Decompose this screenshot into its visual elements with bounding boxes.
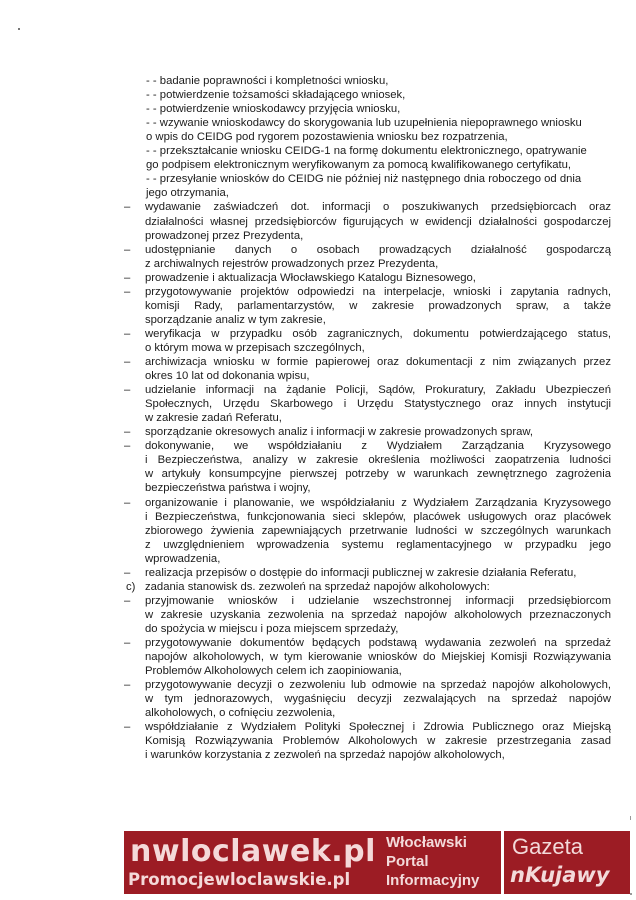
banner-divider (501, 831, 504, 894)
brand-logo-nwloclawek[interactable]: nwloclawek.pl (130, 834, 376, 869)
bullet-dash: – (124, 426, 131, 439)
list-item-line: okres 10 lat od dokonania wpisu, (145, 370, 310, 383)
bullet-dash: – (124, 356, 131, 368)
list-item-line: prowadzonej przez Prezydenta, (145, 229, 304, 242)
sub-item-line: - - badanie poprawności i kompletności wniosku, (146, 75, 389, 87)
list-item-line: przyjmowanie wniosków i udzielanie wszechstronnej informacji przedsiębiorcom (145, 594, 611, 607)
sub-item-line: - - potwierdzenie tożsamości składającego wniosek, (146, 89, 406, 102)
scan-speck (18, 28, 20, 30)
section-c-label: c) (126, 580, 136, 593)
list-item-line: Problemów Alkoholowych celem ich zaopiniowania, (145, 665, 402, 678)
sub-item-line: - - wzywanie wnioskodawcy do skorygowania lub uzupełnienia niepoprawnego wniosku (146, 117, 582, 130)
bullet-dash: – (124, 721, 131, 734)
list-item-line: w zakresie zadań Referatu, (145, 412, 282, 425)
list-item-line: i warunków korzystania z zezwoleń na sprzedaż napojów alkoholowych, (145, 749, 505, 762)
bullet-dash: – (124, 384, 131, 397)
list-item-line: i Bezpieczeństwa, funkcjonowania sieci sklepów, placówek usługowych oraz placówek (145, 510, 611, 523)
portal-caption (386, 833, 498, 890)
list-item-line: z archiwalnych rejestrów prowadzonych przez Prezydenta, (145, 257, 439, 270)
list-item-line: zbiorowego żywienia zapewniających przetrwanie ludności w szczególnych warunkach (145, 524, 611, 537)
list-item-line: wprowadzenia, (145, 552, 221, 565)
list-item-line: realizacja przepisów o dostępie do informacji publicznej w zakresie działania Referatu, (145, 566, 577, 579)
list-item-line: alkoholowych, o cofnięciu zezwolenia, (145, 707, 336, 720)
scan-edge-mark (630, 816, 631, 820)
gazeta-label[interactable]: Gazeta (512, 834, 583, 859)
bullet-dash: – (124, 594, 131, 607)
list-item-line: przygotowywanie dokumentów będących podstawą wydawania zezwoleń na sprzedaż (145, 637, 611, 649)
list-item-line: w artykuły konsumpcyjne pierwszej potrzeby w warunkach zewnętrznego zagrożenia (145, 468, 611, 481)
list-item-line: przygotowywanie decyzji o zezwoleniu lub odmowie na sprzedaż napojów alkoholowych, (145, 679, 611, 692)
list-item-line: przygotowywanie projektów odpowiedzi na interpelacje, wnioski i zapytania radnych, (145, 285, 611, 298)
bullet-dash: – (124, 440, 131, 453)
brand-logo-promocje[interactable]: Promocjewloclawskie.pl (128, 870, 351, 889)
list-item-line: udostępnianie danych o osobach prowadzących działalność gospodarczą (145, 243, 611, 256)
bullet-dash: – (124, 285, 131, 298)
sub-item-line: o wpis do CEIDG pod rygorem pozostawienia wniosku bez rozpatrzenia, (146, 131, 508, 144)
list-item-line: Społecznych, Urzędu Skarbowego i Urzędu Statystycznego oraz innych instytucji (145, 398, 611, 411)
list-item-line: i Bezpieczeństwa, analizy w zakresie określenia możliwości zaopatrzenia ludności (145, 454, 611, 467)
bullet-dash: – (124, 327, 131, 340)
list-item-line: prowadzenie i aktualizacja Włocławskiego Katalogu Biznesowego, (145, 271, 476, 284)
list-item-line: współdziałanie z Wydziałem Polityki Społecznej i Zdrowia Publicznego oraz Miejską (145, 721, 611, 734)
bullet-dash: – (124, 201, 131, 214)
sub-item-line: - - przesyłanie wniosków do CEIDG nie później niż następnego dnia roboczego od dnia (146, 173, 582, 186)
section-c-heading: zadania stanowisk ds. zezwoleń na sprzedaż napojów alkoholowych: (145, 580, 490, 593)
list-item-line: dokonywanie, we współdziałaniu z Wydziałem Zarządzania Kryzysowego (145, 440, 611, 453)
sub-item-line: go podpisem elektronicznym weryfikowanym za pomocą kwalifikowanego certyfikatu, (146, 159, 572, 172)
nkujawy-logo[interactable]: nKujawy (510, 863, 610, 887)
list-item-line: w zakresie uzyskania zezwolenia na sprzedaż napojów alkoholowych przeznaczonych (145, 608, 611, 621)
list-item-line: sporządzanie okresowych analiz i informacji w zakresie prowadzonych spraw, (145, 426, 534, 439)
list-item-line: komisji Rady, parlamentarzystów, w zakresie prowadzonych spraw, a także (145, 299, 611, 312)
list-item-line: o którym mowa w przepisach szczególnych, (145, 341, 365, 354)
bullet-dash: – (124, 243, 131, 256)
portal-line: Informacyjny (386, 872, 480, 889)
sub-item-line: - - potwierdzenie wnioskodawcy przyjęcia wniosku, (146, 103, 401, 116)
bullet-dash: – (124, 637, 131, 649)
list-item-line: działalności własnej przedsiębiorców figurujących w ewidencji działalności gospodarczej (145, 215, 611, 228)
bullet-dash: – (124, 496, 131, 509)
sub-item-line: - - przekształcanie wniosku CEIDG-1 na formę dokumentu elektronicznego, opatrywanie (146, 145, 587, 158)
list-item-line: z uwzględnieniem wprowadzenia systemu reglamentacyjnego w przypadku jego (145, 538, 611, 551)
list-item-line: sporządzanie analiz w tym zakresie, (145, 313, 326, 326)
list-item-line: udzielanie informacji na żądanie Policji, Sądów, Prokuratury, Zakładu Ubezpieczeń (145, 384, 611, 397)
list-item-line: weryfikacja w przypadku osób zagranicznych, dokumentu potwierdzającego status, (145, 327, 611, 340)
list-item-line: bezpieczeństwa państwa i wojny, (145, 482, 311, 495)
bullet-dash: – (124, 566, 131, 579)
portal-line: Włocławski (386, 834, 467, 851)
footer-banner[interactable] (124, 831, 630, 894)
scan-edge-speck (630, 893, 632, 895)
list-item-line: archiwizacja wniosku w formie papierowej oraz dokumentacji z nim związanych przez (145, 356, 611, 368)
list-item-line: napojów alkoholowych, w tym kierowanie wniosków do Miejskiej Komisji Rozwiązywania (145, 651, 611, 664)
sub-item-line: jego otrzymania, (146, 187, 229, 200)
bullet-dash: – (124, 271, 131, 284)
list-item-line: organizowanie i planowanie, we współdziałaniu z Wydziałem Zarządzania Kryzysowego (145, 496, 611, 509)
list-item-line: Komisją Rozwiązywania Problemów Alkoholowych w zakresie przestrzegania zasad (145, 735, 611, 748)
list-item-line: wydawanie zaświadczeń dot. informacji o poszukiwanych przedsiębiorcach oraz (145, 201, 611, 214)
portal-line: Portal (386, 853, 429, 870)
list-item-line: w tym jednorazowych, wygaśnięciu decyzji zezwalających na sprzedaż napojów (145, 693, 611, 706)
list-item-line: do spożycia w miejscu i poza miejscem sprzedaży, (145, 622, 399, 635)
bullet-dash: – (124, 679, 131, 692)
